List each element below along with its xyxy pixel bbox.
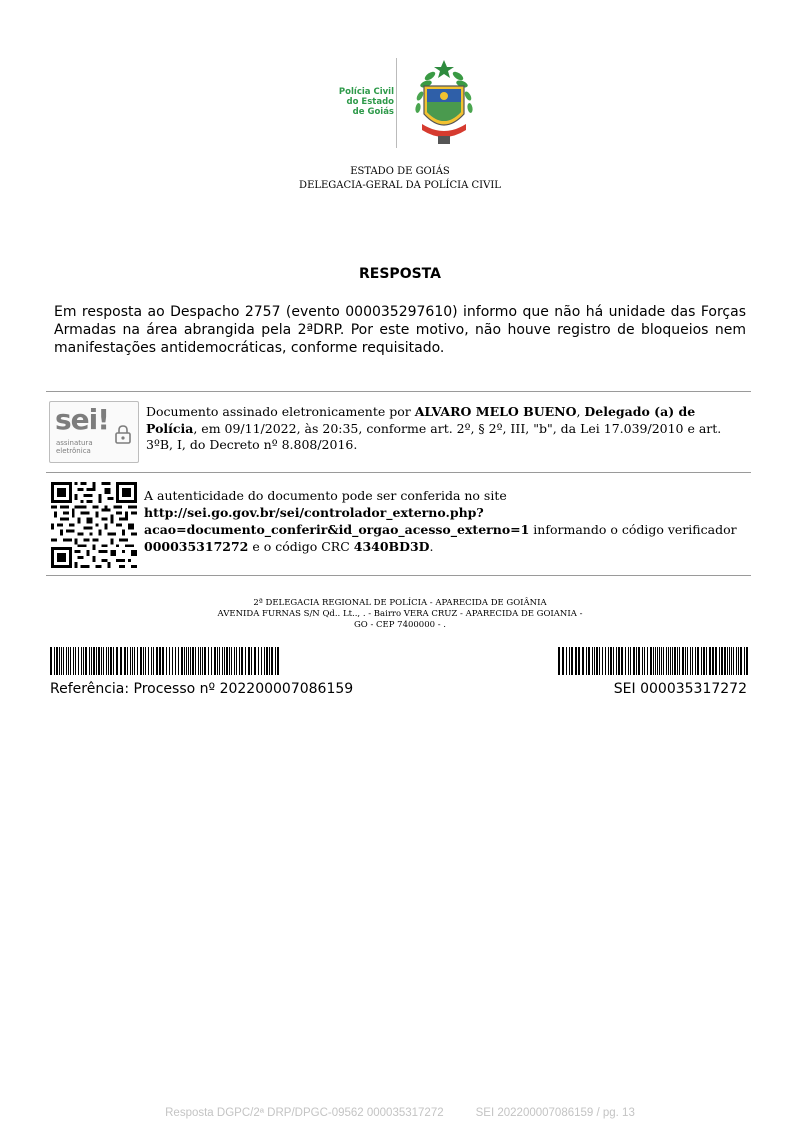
barcode-bar bbox=[202, 647, 203, 675]
police-logo-text bbox=[300, 87, 394, 117]
barcode-bar bbox=[613, 647, 614, 675]
barcode-bar bbox=[63, 647, 64, 675]
barcode-bar bbox=[661, 647, 662, 675]
barcode-bar bbox=[663, 647, 664, 675]
process-reference: Referência: Processo nº 202200007086159 bbox=[50, 681, 354, 697]
barcode-bar bbox=[266, 647, 268, 675]
address-line1: 2ª DELEGACIA REGIONAL DE POLÍCIA - APARECIDA DE GOIÂNIA bbox=[253, 598, 547, 608]
barcode-bar bbox=[582, 647, 584, 675]
barcode-bar bbox=[175, 647, 176, 675]
barcode-bar bbox=[592, 647, 593, 675]
barcode-bar bbox=[234, 647, 235, 675]
barcode-bar bbox=[140, 647, 142, 675]
barcode-bar bbox=[608, 647, 609, 675]
barcode-bar bbox=[50, 647, 52, 675]
logo-text-line2: do Estado bbox=[346, 97, 394, 107]
barcode-bar bbox=[116, 647, 118, 675]
logo-divider bbox=[396, 58, 397, 148]
page-footer-left: Resposta DGPC/2ª DRP/DPGC-09562 000035317272 bbox=[165, 1107, 444, 1119]
barcode-bar bbox=[697, 647, 699, 675]
sei-logo-subtitle bbox=[56, 439, 93, 455]
crc-code: 4340BD3D bbox=[353, 539, 430, 554]
barcode-bar bbox=[610, 647, 612, 675]
barcode-bar bbox=[709, 647, 711, 675]
barcode-bar bbox=[636, 647, 637, 675]
barcode-bar bbox=[594, 647, 595, 675]
barcode-bar bbox=[239, 647, 240, 675]
barcode-bar bbox=[682, 647, 684, 675]
barcode-bar bbox=[145, 647, 146, 675]
barcode-bar bbox=[103, 647, 104, 675]
address-line3: GO - CEP 7400000 - . bbox=[354, 620, 446, 630]
barcode-bar bbox=[59, 647, 60, 675]
barcode-bar bbox=[208, 647, 209, 675]
lock-icon bbox=[114, 424, 132, 444]
barcode-bar bbox=[178, 647, 179, 675]
barcode-bar bbox=[647, 647, 648, 675]
barcode-bar bbox=[562, 647, 564, 675]
barcode-bar bbox=[674, 647, 676, 675]
barcode-bar bbox=[229, 647, 230, 675]
barcode-bar bbox=[666, 647, 667, 675]
barcode-bar bbox=[172, 647, 173, 675]
barcode-bar bbox=[258, 647, 259, 675]
barcode-bar bbox=[217, 647, 218, 675]
barcode-bar bbox=[231, 647, 232, 675]
barcode-bar bbox=[630, 647, 631, 675]
divider bbox=[46, 472, 751, 473]
barcode-bar bbox=[188, 647, 189, 675]
barcode-bar bbox=[701, 647, 702, 675]
barcode-bar bbox=[721, 647, 723, 675]
barcode-bar bbox=[277, 647, 279, 675]
barcode-bar bbox=[245, 647, 246, 675]
barcode-bar bbox=[655, 647, 656, 675]
barcode-bar bbox=[81, 647, 82, 675]
barcode-bar bbox=[744, 647, 745, 675]
barcode-bar bbox=[687, 647, 688, 675]
barcode-bar bbox=[602, 647, 603, 675]
barcode-bar bbox=[644, 647, 645, 675]
barcode-bar bbox=[248, 647, 250, 675]
barcode-bar bbox=[70, 647, 71, 675]
barcode-bar bbox=[740, 647, 742, 675]
barcode-bar bbox=[659, 647, 660, 675]
barcode-bar bbox=[633, 647, 635, 675]
barcode-bar bbox=[204, 647, 206, 675]
barcode-bar bbox=[254, 647, 256, 675]
barcode-bar bbox=[677, 647, 678, 675]
document-body: Em resposta ao Despacho 2757 (evento 000035297610) informo que não há unidade das Forças Armadas na área abrangida pela 2ªDRP. Por este motivo, não houve registro de bloqueios nem manifestações antidemocráticas, conforme requisitado. bbox=[54, 304, 746, 356]
barcode-bar bbox=[738, 647, 739, 675]
barcode-bar bbox=[73, 647, 74, 675]
barcode-bar bbox=[269, 647, 270, 675]
barcode-bar bbox=[54, 647, 55, 675]
barcode-bar bbox=[588, 647, 590, 675]
barcode-bar bbox=[153, 647, 154, 675]
barcode-bar bbox=[703, 647, 705, 675]
logo-text-line3: de Goiás bbox=[352, 107, 394, 117]
barcode-bar bbox=[653, 647, 654, 675]
barcode-bar bbox=[222, 647, 223, 675]
signer-name: ALVARO MELO BUENO bbox=[414, 404, 577, 419]
barcode-bar bbox=[586, 647, 587, 675]
verifier-code: 000035317272 bbox=[144, 539, 249, 554]
barcode-bar bbox=[124, 647, 126, 675]
barcode-bar bbox=[110, 647, 112, 675]
footer-address bbox=[0, 598, 800, 631]
barcode-bar bbox=[264, 647, 265, 675]
barcode-bar bbox=[137, 647, 138, 675]
barcode-bar bbox=[120, 647, 122, 675]
barcode-bar bbox=[186, 647, 187, 675]
barcode-bar bbox=[251, 647, 252, 675]
barcode-bar bbox=[650, 647, 652, 675]
barcode-bar bbox=[599, 647, 600, 675]
barcode-bar bbox=[224, 647, 225, 675]
barcode-bar bbox=[642, 647, 643, 675]
barcode-bar bbox=[198, 647, 199, 675]
crc-prefix: e o código CRC bbox=[248, 539, 354, 554]
barcode-bar bbox=[715, 647, 717, 675]
barcode-bar bbox=[692, 647, 693, 675]
barcode-bar bbox=[101, 647, 102, 675]
page-footer-right: SEI 202200007086159 / pg. 13 bbox=[475, 1107, 635, 1119]
barcode-bar bbox=[108, 647, 109, 675]
signature-suffix: , em 09/11/2022, às 20:35, conforme art. 2º, § 2º, III, "b", da Lei 17.039/2010 e art. 3ºB, I, do Decreto nº 8.808/2016. bbox=[146, 420, 722, 452]
barcode-bar bbox=[127, 647, 128, 675]
document-title: RESPOSTA bbox=[359, 266, 441, 282]
address-line2: AVENIDA FURNAS S/N Qd.. Lt.., . - Bairro VERA CRUZ - APARECIDA DE GOIANIA - bbox=[217, 609, 583, 619]
page-footer bbox=[0, 1107, 800, 1119]
barcode-bar bbox=[83, 647, 84, 675]
barcode-bar bbox=[130, 647, 131, 675]
barcode-bar bbox=[169, 647, 170, 675]
barcode-bar bbox=[729, 647, 730, 675]
barcode-bar bbox=[134, 647, 135, 675]
barcode-bar bbox=[192, 647, 194, 675]
barcode-bar bbox=[596, 647, 598, 675]
barcode-bar bbox=[719, 647, 720, 675]
barcode-bar bbox=[106, 647, 107, 675]
verification-url[interactable]: http://sei.go.gov.br/sei/controlador_externo.php? acao=documento_conferir&id_orgao_acesso_externo=1 bbox=[144, 505, 530, 537]
barcode-bar bbox=[657, 647, 658, 675]
barcode-bar bbox=[618, 647, 620, 675]
authenticity-intro: A autenticidade do documento pode ser conferida no site bbox=[144, 488, 507, 503]
signature-prefix: Documento assinado eletronicamente por bbox=[146, 404, 415, 419]
logo-text-line1: Polícia Civil bbox=[338, 87, 394, 97]
barcode-bar bbox=[98, 647, 100, 675]
barcode-bar bbox=[736, 647, 737, 675]
divider bbox=[46, 575, 751, 576]
barcode-bar bbox=[566, 647, 567, 675]
barcode-bar bbox=[241, 647, 243, 675]
barcode-bar bbox=[690, 647, 691, 675]
qr-code-icon bbox=[50, 482, 138, 568]
sei-sub-line1: assinatura bbox=[56, 439, 93, 447]
barcode-bar bbox=[670, 647, 671, 675]
barcode-bar bbox=[61, 647, 62, 675]
barcode-bar bbox=[181, 647, 183, 675]
sei-signature-badge bbox=[49, 401, 139, 463]
barcode-bar bbox=[616, 647, 617, 675]
signer-role: Delegado (a) de Polícia bbox=[146, 404, 696, 436]
barcode-bar bbox=[672, 647, 673, 675]
coat-of-arms-icon bbox=[408, 58, 480, 150]
barcode-bar bbox=[68, 647, 69, 675]
barcode-bar bbox=[91, 647, 92, 675]
sei-logo-word: sei! bbox=[55, 403, 110, 436]
barcode-bar bbox=[733, 647, 734, 675]
barcode-bar bbox=[271, 647, 273, 675]
barcode-bar bbox=[569, 647, 570, 675]
barcode-bar bbox=[132, 647, 133, 675]
sei-number: SEI 000035317272 bbox=[613, 681, 747, 697]
barcode-bar bbox=[78, 647, 79, 675]
barcode-bar bbox=[113, 647, 114, 675]
barcode-bar bbox=[156, 647, 158, 675]
authenticity-mid: informando o código verificador bbox=[529, 522, 737, 537]
barcode-bar bbox=[628, 647, 629, 675]
barcode-bar bbox=[275, 647, 276, 675]
barcode-bar bbox=[685, 647, 686, 675]
barcode-bar bbox=[56, 647, 58, 675]
barcode-bar bbox=[200, 647, 201, 675]
barcode-bar bbox=[575, 647, 577, 675]
barcode-bar bbox=[605, 647, 606, 675]
barcode-bar bbox=[89, 647, 90, 675]
barcode-bar bbox=[159, 647, 161, 675]
barcode-bar bbox=[638, 647, 640, 675]
barcode-bar bbox=[261, 647, 262, 675]
process-barcode bbox=[50, 647, 280, 675]
authenticity-end: . bbox=[429, 539, 434, 554]
barcode-bar bbox=[162, 647, 164, 675]
barcode-bar bbox=[724, 647, 726, 675]
state-name: ESTADO DE GOIÁS bbox=[350, 166, 450, 177]
barcode-bar bbox=[148, 647, 149, 675]
barcode-bar bbox=[558, 647, 560, 675]
barcode-bar bbox=[214, 647, 216, 675]
barcode-bar bbox=[151, 647, 152, 675]
barcode-bar bbox=[731, 647, 732, 675]
barcode-bar bbox=[578, 647, 580, 675]
barcode-bar bbox=[571, 647, 573, 675]
department-name: DELEGACIA-GERAL DA POLÍCIA CIVIL bbox=[299, 180, 501, 191]
barcode-bar bbox=[143, 647, 144, 675]
barcode-bar bbox=[621, 647, 623, 675]
signature-separator: , bbox=[576, 404, 585, 419]
barcode-bar bbox=[166, 647, 167, 675]
barcode-bar bbox=[219, 647, 220, 675]
barcode-bar bbox=[184, 647, 185, 675]
header-state bbox=[0, 165, 800, 193]
barcode-bar bbox=[195, 647, 196, 675]
divider bbox=[46, 391, 751, 392]
barcode-bar bbox=[746, 647, 748, 675]
barcode-bar bbox=[85, 647, 87, 675]
sei-sub-line2: eletrônica bbox=[56, 447, 91, 455]
barcode-bar bbox=[93, 647, 95, 675]
barcode-bar bbox=[211, 647, 212, 675]
barcode-bar bbox=[75, 647, 76, 675]
authenticity-text bbox=[144, 487, 749, 555]
barcode-bar bbox=[712, 647, 714, 675]
barcode-bar bbox=[625, 647, 626, 675]
barcode-bar bbox=[190, 647, 191, 675]
barcode-bar bbox=[679, 647, 680, 675]
barcode-bar bbox=[695, 647, 696, 675]
barcode-bar bbox=[727, 647, 728, 675]
barcode-bar bbox=[668, 647, 669, 675]
barcode-bar bbox=[66, 647, 67, 675]
sei-barcode bbox=[558, 647, 748, 675]
barcode-bar bbox=[706, 647, 707, 675]
barcode-bar bbox=[226, 647, 228, 675]
signature-text bbox=[146, 404, 746, 454]
barcode-bar bbox=[96, 647, 97, 675]
barcode-bar bbox=[236, 647, 237, 675]
